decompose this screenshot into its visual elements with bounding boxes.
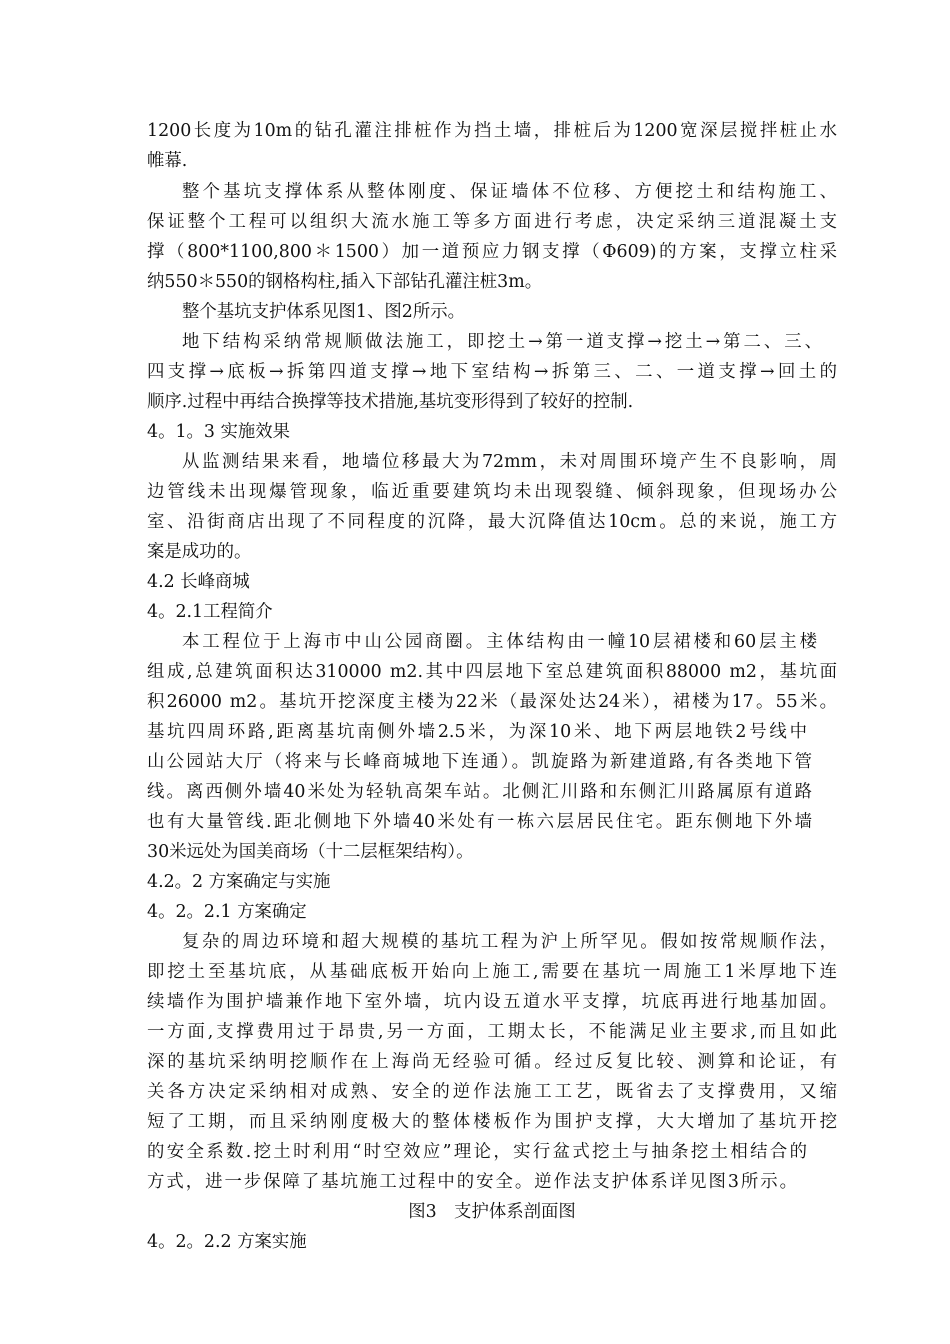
text-line: 线。离西侧外墙40米处为轻轨高架车站。北侧汇川路和东侧汇川路属原有道路	[147, 782, 812, 802]
text-line: 整个基坑支撑体系从整体刚度、保证墙体不位移、方便挖土和结构施工、	[182, 182, 837, 202]
text-line: 关各方决定采纳相对成熟、安全的逆作法施工工艺，既省去了支撑费用，又缩	[147, 1082, 837, 1102]
text-line: 四支撑→底板→拆第四道支撑→地下室结构→拆第三、二、一道支撑→回土的	[147, 362, 837, 382]
text-line: 30米远处为国美商场（十二层框架结构）。	[147, 842, 474, 862]
text-line: 保证整个工程可以组织大流水施工等多方面进行考虑，决定采纳三道混凝土支	[147, 212, 837, 232]
text-line: 地下结构采纳常规顺做法施工，即挖土→第一道支撑→挖土→第二、三、	[182, 332, 822, 352]
text-line: 撑（800*1100,800＊1500）加一道预应力钢支撑（Φ609)的方案，支撑立柱采	[147, 242, 837, 262]
text-line: 即挖土至基坑底，从基础底板开始向上施工,需要在基坑一周施工1米厚地下连	[147, 962, 837, 982]
text-line: 复杂的周边环境和超大规模的基坑工程为沪上所罕见。假如按常规顺作法，	[182, 932, 837, 952]
text-line: 短了工期，而且采纳刚度极大的整体楼板作为围护支撑，大大增加了基坑开挖	[147, 1112, 837, 1132]
section-heading: 4。2。2.1 方案确定	[147, 902, 307, 922]
text-line: 整个基坑支护体系见图1、图2所示。	[182, 302, 465, 322]
section-heading: 4.2 长峰商城	[147, 572, 250, 592]
text-line: 帷幕.	[147, 151, 188, 171]
section-heading: 4。2。2.2 方案实施	[147, 1232, 307, 1252]
text-line: 的安全系数.挖土时利用“时空效应”理论，实行盆式挖土与抽条挖土相结合的	[147, 1142, 807, 1162]
text-line: 1200长度为10m的钻孔灌注排桩作为挡土墙，排桩后为1200宽深层搅拌桩止水	[147, 121, 837, 141]
section-heading: 4。1。3 实施效果	[147, 422, 291, 442]
text-line: 续墙作为围护墙兼作地下室外墙，坑内设五道水平支撑，坑底再进行地基加固。	[147, 992, 837, 1012]
text-line: 一方面,支撑费用过于昂贵,另一方面，工期太长，不能满足业主要求,而且如此	[147, 1022, 837, 1042]
text-line: 顺序.过程中再结合换撑等技术措施,基坑变形得到了较好的控制.	[147, 392, 634, 412]
figure-caption: 图3 支护体系剖面图	[408, 1202, 576, 1222]
text-line: 室、沿街商店出现了不同程度的沉降，最大沉降值达10cm。总的来说，施工方	[147, 512, 837, 532]
text-line: 从监测结果来看，地墙位移最大为72mm，未对周围环境产生不良影响，周	[182, 452, 837, 472]
text-line: 积26000 m2。基坑开挖深度主楼为22米（最深处达24米），裙楼为17。55米。	[147, 692, 837, 712]
text-line: 本工程位于上海市中山公园商圈。主体结构由一幢10层裙楼和60层主楼	[182, 632, 817, 652]
text-line: 组成,总建筑面积达310000 m2.其中四层地下室总建筑面积88000 m2，基坑面	[147, 662, 837, 682]
text-line: 纳550＊550的钢格构柱,插入下部钻孔灌注桩3m。	[147, 272, 543, 292]
section-heading: 4。2.1工程简介	[147, 602, 273, 622]
text-line: 方式，进一步保障了基坑施工过程中的安全。逆作法支护体系详见图3所示。	[147, 1172, 797, 1192]
text-line: 案是成功的。	[147, 542, 252, 562]
text-line: 基坑四周环路,距离基坑南侧外墙2.5米，为深10米、地下两层地铁2号线中	[147, 722, 807, 742]
text-line: 边管线未出现爆管现象，临近重要建筑均未出现裂缝、倾斜现象，但现场办公	[147, 482, 837, 502]
text-line: 深的基坑采纳明挖顺作在上海尚无经验可循。经过反复比较、测算和论证，有	[147, 1052, 837, 1072]
section-heading: 4.2。2 方案确定与实施	[147, 872, 331, 892]
text-line: 也有大量管线.距北侧地下外墙40米处有一栋六层居民住宅。距东侧地下外墙	[147, 812, 812, 832]
text-line: 山公园站大厅（将来与长峰商城地下连通）。凯旋路为新建道路,有各类地下管	[147, 752, 812, 772]
